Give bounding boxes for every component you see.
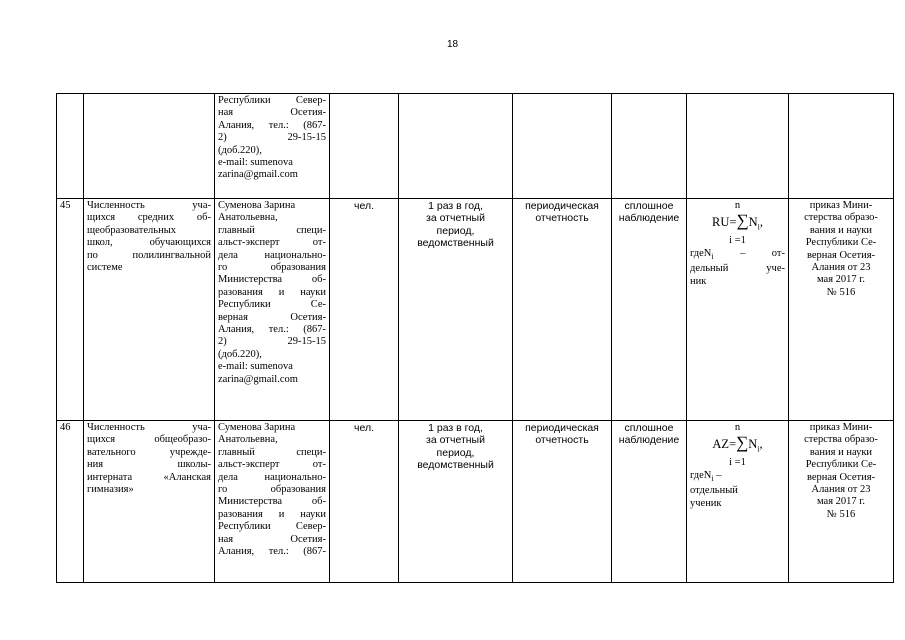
- formula-lower-limit: i =1: [729, 235, 746, 247]
- cell-unit: чел.: [330, 199, 399, 421]
- cell-period: [399, 199, 513, 421]
- indicator-line: щихся средних об-: [87, 212, 211, 224]
- basis-line: Алания от 23: [811, 262, 871, 274]
- cell-num: [57, 94, 84, 199]
- sigma-symbol: ∑: [736, 211, 749, 231]
- basis-line: № 516: [826, 286, 856, 298]
- contact-line: главный специ-: [218, 224, 326, 236]
- indicator-line: вательного учрежде-: [87, 446, 211, 458]
- contact-line: дела национально-: [218, 249, 326, 261]
- formula-desc-subscript: i: [711, 251, 714, 261]
- period-line: период,: [436, 224, 475, 237]
- contact-line: (доб.220),: [218, 144, 262, 156]
- form-line: периодическая: [525, 200, 599, 212]
- formula-lhs: AZ=: [712, 437, 737, 452]
- contact-line: разования и науки: [218, 286, 326, 298]
- formula-term: N: [748, 437, 758, 452]
- formula-lhs: RU=: [712, 215, 737, 230]
- basis-line: вания и науки: [809, 224, 873, 236]
- basis-line: приказ Мини-: [809, 422, 873, 433]
- basis-line: приказ Мини-: [809, 200, 873, 211]
- formula-term-subscript: i: [757, 222, 760, 232]
- contact-line: ная Осетия-: [218, 107, 326, 119]
- indicators-table: [56, 93, 894, 583]
- contact-line: разования и науки: [218, 508, 326, 520]
- period-line: за отчетный: [426, 434, 485, 447]
- cell-formula: [687, 94, 789, 199]
- formula-desc-text: гдеN: [690, 469, 712, 481]
- formula-desc-text: гдеN: [690, 247, 712, 259]
- cell-indicator: [84, 421, 215, 583]
- formula-term: N: [748, 215, 758, 230]
- cell-method: [612, 421, 687, 583]
- form-line: отчетность: [535, 212, 589, 225]
- indicator-line: по полилингвальной: [87, 249, 211, 261]
- method-line: наблюдение: [618, 434, 680, 447]
- basis-line: верная Осетия-: [806, 249, 876, 261]
- period-line: ведомственный: [417, 459, 494, 472]
- cell-form: [513, 421, 612, 583]
- cell-formula: [687, 421, 789, 583]
- form-line: периодическая: [525, 422, 599, 434]
- period-line: ведомственный: [417, 237, 494, 250]
- basis-line: Республики Се-: [805, 459, 877, 471]
- cell-basis: [789, 421, 894, 583]
- period-line: период,: [436, 446, 475, 459]
- formula-lower-limit: i =1: [729, 457, 746, 469]
- indicator-line: ния школы-: [87, 459, 211, 471]
- contact-line: 2) 29-15-15: [218, 336, 326, 348]
- period-line: 1 раз в год,: [428, 422, 483, 434]
- contact-line: го образования: [218, 262, 326, 274]
- contact-line: ная Осетия-: [218, 533, 326, 545]
- cell-unit: [330, 94, 399, 199]
- contact-line: Анатольевна,: [218, 434, 278, 446]
- indicator-line: гимназия»: [87, 484, 134, 496]
- cell-unit: чел.: [330, 421, 399, 583]
- cell-contact: [215, 421, 330, 583]
- cell-indicator: [84, 199, 215, 421]
- contact-line: Министерства об-: [218, 274, 326, 286]
- indicator-line: щеобразовательных: [87, 224, 176, 236]
- contact-line: Республики Север-: [218, 521, 326, 533]
- cell-basis: [789, 199, 894, 421]
- basis-line: мая 2017 г.: [816, 496, 866, 508]
- formula-description: [690, 470, 785, 486]
- cell-contact: [215, 199, 330, 421]
- contact-line: альст-эксперт от-: [218, 237, 326, 249]
- formula-expression: [690, 433, 785, 456]
- form-line: отчетность: [535, 434, 589, 447]
- basis-line: стерства образо-: [804, 212, 878, 224]
- contact-line: дела национально-: [218, 471, 326, 483]
- formula-desc-text: ученик: [690, 497, 722, 509]
- cell-method: [612, 94, 687, 199]
- table-row: [57, 421, 894, 583]
- cell-num: 46: [57, 421, 84, 583]
- formula-desc-text: –: [713, 469, 722, 481]
- cell-formula: [687, 199, 789, 421]
- formula-description: [690, 248, 785, 264]
- cell-form: [513, 199, 612, 421]
- contact-line: Республики Се-: [218, 299, 326, 311]
- contact-line: zarina@gmail.com: [218, 169, 298, 181]
- cell-basis: [789, 94, 894, 199]
- basis-line: верная Осетия-: [806, 471, 876, 483]
- contact-line: Алания, тел.: (867-: [218, 119, 326, 131]
- cell-method: [612, 199, 687, 421]
- period-line: за отчетный: [426, 212, 485, 225]
- formula-upper-limit: n: [734, 422, 741, 433]
- cell-form: [513, 94, 612, 199]
- cell-num: 45: [57, 199, 84, 421]
- table-row-continuation: [57, 94, 894, 199]
- contact-line: (доб.220),: [218, 348, 262, 360]
- formula-term-subscript: i: [757, 444, 760, 454]
- basis-line: № 516: [826, 508, 856, 520]
- indicator-line: Численность уча-: [87, 200, 211, 211]
- basis-line: стерства образо-: [804, 434, 878, 446]
- basis-line: мая 2017 г.: [816, 274, 866, 286]
- contact-line: 2) 29-15-15: [218, 132, 326, 144]
- method-line: наблюдение: [618, 212, 680, 225]
- contact-line: го образования: [218, 484, 326, 496]
- table-row: [57, 199, 894, 421]
- formula-tail: ,: [759, 215, 763, 230]
- method-line: сплошное: [624, 200, 674, 212]
- indicator-line: интерната «Аланская: [87, 471, 211, 483]
- cell-contact: [215, 94, 330, 199]
- cell-period: [399, 94, 513, 199]
- contact-line: Суменова Зарина: [218, 422, 296, 433]
- indicator-line: Численность уча-: [87, 422, 211, 433]
- cell-indicator: [84, 94, 215, 199]
- contact-line: e-mail: sumenova: [218, 157, 293, 169]
- method-line: сплошное: [624, 422, 674, 434]
- formula-tail: ,: [759, 437, 763, 452]
- page-number: 18: [446, 39, 459, 50]
- contact-line: главный специ-: [218, 446, 326, 458]
- formula-desc-subscript: i: [711, 473, 714, 483]
- sigma-symbol: ∑: [736, 433, 749, 453]
- contact-line: e-mail: sumenova: [218, 361, 293, 373]
- indicator-line: системе: [87, 262, 123, 274]
- contact-line: Суменова Зарина: [218, 200, 296, 211]
- formula-desc-text: отдельный: [690, 485, 738, 497]
- contact-line: zarina@gmail.com: [218, 373, 298, 385]
- contact-line: Алания, тел.: (867-: [218, 324, 326, 336]
- formula-desc-text: – от-: [713, 247, 785, 259]
- contact-line: альст-эксперт от-: [218, 459, 326, 471]
- contact-line: Министерства об-: [218, 496, 326, 508]
- basis-line: вания и науки: [809, 446, 873, 458]
- period-line: 1 раз в год,: [428, 200, 483, 212]
- formula-desc-text: ник: [690, 275, 707, 287]
- cell-period: [399, 421, 513, 583]
- basis-line: Алания от 23: [811, 484, 871, 496]
- formula-upper-limit: n: [734, 200, 741, 211]
- formula-desc-text: дельный уче-: [690, 263, 785, 275]
- contact-line: Алания, тел.: (867-: [218, 546, 326, 558]
- contact-line: Анатольевна,: [218, 212, 278, 224]
- indicator-line: щихся общеобразо-: [87, 434, 211, 446]
- indicator-line: школ, обучающихся: [87, 237, 211, 249]
- contact-line: верная Осетия-: [218, 311, 326, 323]
- basis-line: Республики Се-: [805, 237, 877, 249]
- contact-line: Республики Север-: [218, 95, 326, 106]
- formula-expression: [690, 211, 785, 234]
